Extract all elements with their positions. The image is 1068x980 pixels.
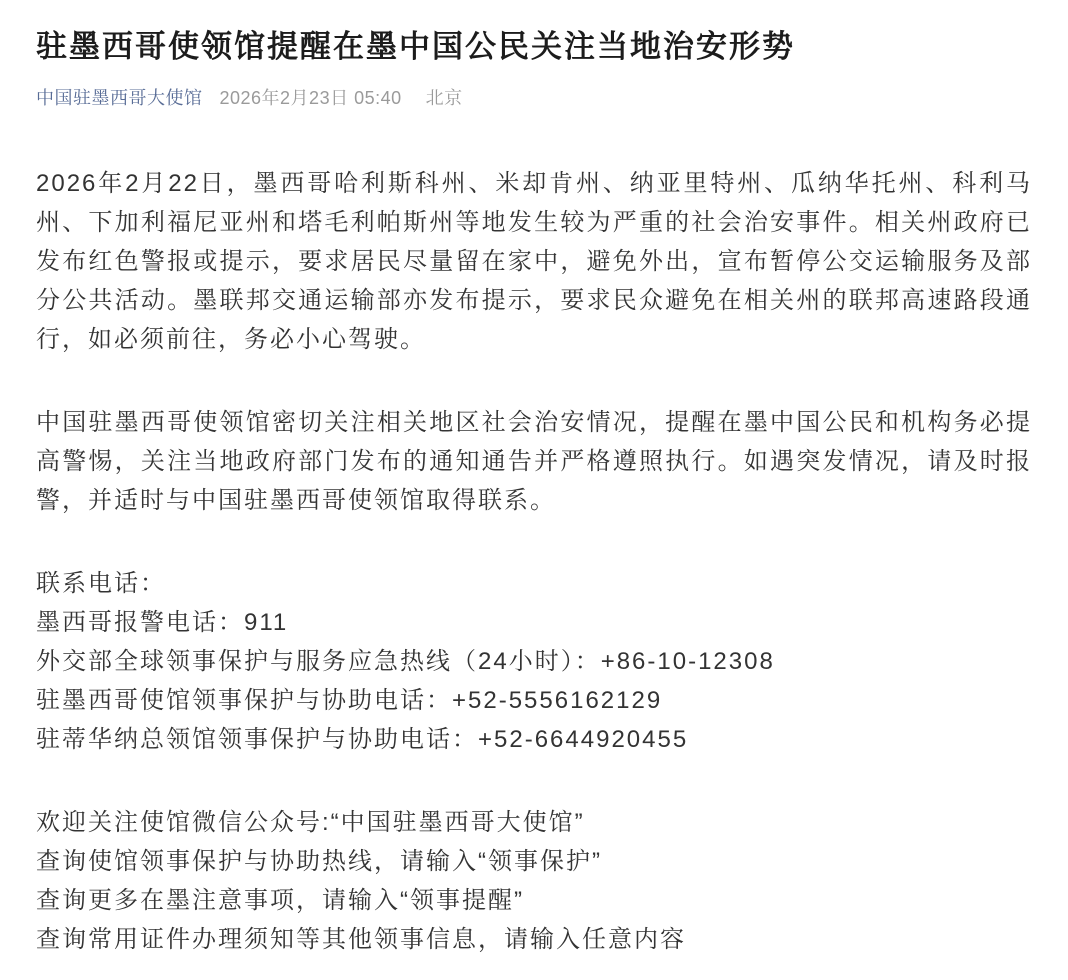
paragraph-incident-report: 2026年2月22日，墨西哥哈利斯科州、米却肯州、纳亚里特州、瓜纳华托州、科利马州、下加利福尼亚州和塔毛利帕斯州等地发生较为严重的社会治安事件。相关州政府已发布红色警报或提示，要求居民尽量留在家中，避免外出，宣布暂停公交运输服务及部分公共活动。墨联邦交通运输部亦发布提示，要求民众避免在相关州的联邦高速路段通行，如必须前往，务必小心驾驶。 — [36, 170, 1032, 353]
contact-heading: 联系电话： — [36, 570, 166, 597]
wechat-follow-line: 欢迎关注使馆微信公众号:“中国驻墨西哥大使馆” — [36, 809, 585, 836]
paragraph-embassy-advice: 中国驻墨西哥使领馆密切关注相关地区社会治安情况，提醒在墨中国公民和机构务必提高警惕，关注当地政府部门发布的通知通告并严格遵照执行。如遇突发情况，请及时报警，并适时与中国驻墨西哥使领馆取得联系。 — [36, 409, 1032, 514]
contact-phone-block — [36, 564, 1032, 759]
wechat-query-reminder-line: 查询更多在墨注意事项，请输入“领事提醒” — [36, 887, 524, 914]
article-meta — [36, 86, 1032, 111]
contact-line-tijuana-consulate: 驻蒂华纳总领馆领事保护与协助电话：+52-6644920455 — [36, 726, 689, 753]
publish-date: 2026年2月23日 05:40 — [219, 88, 402, 108]
wechat-info-block — [36, 803, 1032, 959]
contact-line-police: 墨西哥报警电话：911 — [36, 609, 289, 636]
article-title: 驻墨西哥使领馆提醒在墨中国公民关注当地治安形势 — [36, 29, 795, 64]
account-name-link[interactable]: 中国驻墨西哥大使馆 — [36, 88, 203, 108]
contact-line-mfa-hotline: 外交部全球领事保护与服务应急热线（24小时）：+86-10-12308 — [36, 648, 775, 675]
wechat-query-protection-line: 查询使馆领事保护与协助热线，请输入“领事保护” — [36, 848, 602, 875]
contact-line-embassy-protection: 驻墨西哥使馆领事保护与协助电话：+52-5556162129 — [36, 687, 663, 714]
publish-location: 北京 — [425, 88, 463, 108]
wechat-query-other-line: 查询常用证件办理须知等其他领事信息，请输入任意内容 — [36, 926, 686, 953]
